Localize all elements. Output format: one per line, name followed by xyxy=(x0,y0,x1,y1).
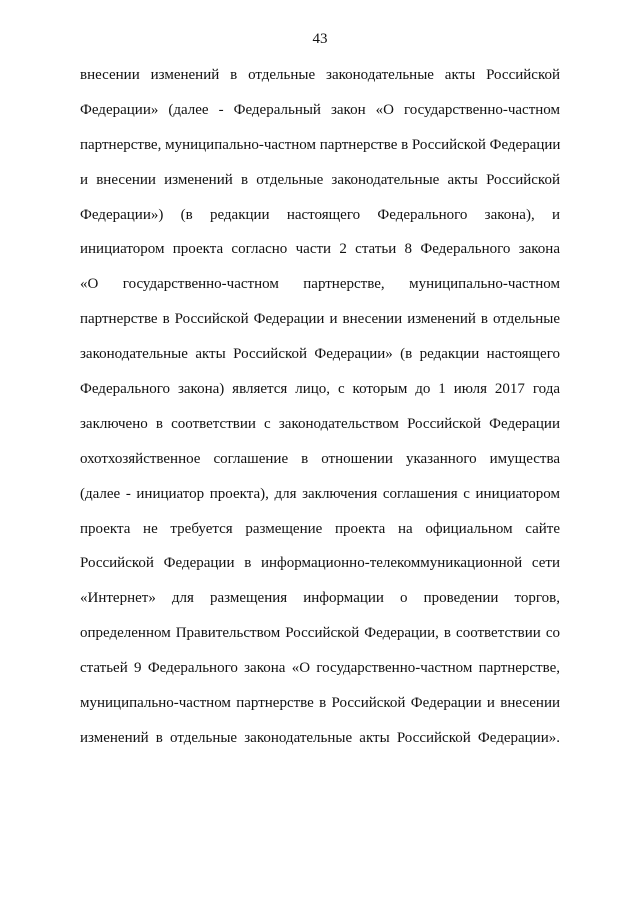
text-line: Федерации» (далее - Федеральный закон «О государственно-частном xyxy=(80,101,560,118)
text-line: (далее - инициатор проекта), для заключения соглашения с инициатором xyxy=(80,485,560,502)
text-line: законодательные акты Российской Федерации» (в редакции настоящего xyxy=(80,346,560,363)
text-line: инициатором проекта согласно части 2 статьи 8 Федерального закона xyxy=(80,241,560,258)
text-line: проекта не требуется размещение проекта на официальном сайте xyxy=(80,520,560,537)
text-line: внесении изменений в отдельные законодательные акты Российской xyxy=(80,67,560,83)
text-line: Российской Федерации в информационно-телекоммуникационной сети xyxy=(80,555,560,572)
text-line: «О государственно-частном партнерстве, муниципально-частном xyxy=(80,276,560,293)
text-line: Федерации») (в редакции настоящего Федерального закона), и xyxy=(80,206,560,223)
text-line: Федерального закона) является лицо, с которым до 1 июля 2017 года xyxy=(80,381,560,398)
text-line: определенном Правительством Российской Федерации, в соответствии со xyxy=(80,625,560,642)
text-line: статьей 9 Федерального закона «О государственно-частном партнерстве, xyxy=(80,660,560,677)
text-line: муниципально-частном партнерстве в Российской Федерации и внесении xyxy=(80,695,560,712)
text-line: партнерстве в Российской Федерации и внесении изменений в отдельные xyxy=(80,311,560,328)
text-line: партнерстве, муниципально-частном партнерстве в Российской Федерации xyxy=(80,136,561,153)
text-line: охотхозяйственное соглашение в отношении указанного имущества xyxy=(80,450,560,467)
text-line: «Интернет» для размещения информации о проведении торгов, xyxy=(80,590,560,607)
text-line: изменений в отдельные законодательные акты Российской Федерации». xyxy=(80,729,560,746)
document-body xyxy=(80,58,560,756)
text-line: и внесении изменений в отдельные законодательные акты Российской xyxy=(80,171,560,188)
text-line: заключено в соответствии с законодательством Российской Федерации xyxy=(80,415,560,432)
page-number: 43 xyxy=(312,31,328,47)
